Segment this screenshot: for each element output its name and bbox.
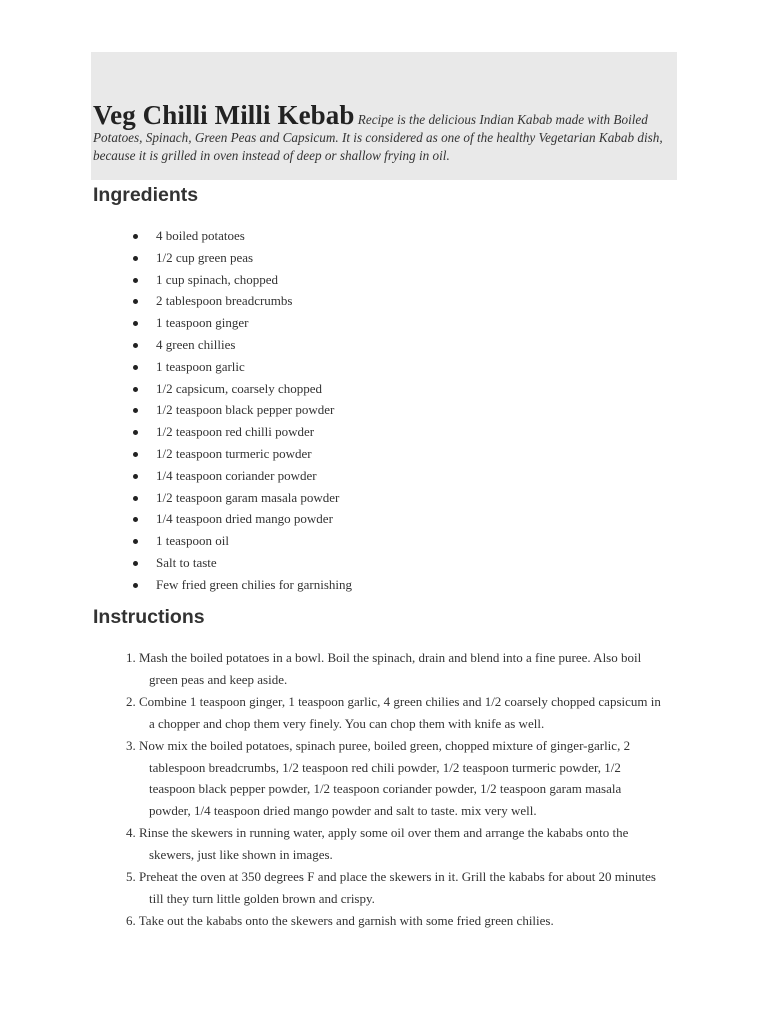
instruction-step: 1. Mash the boiled potatoes in a bowl. Boil the spinach, drain and blend into a fine puree. Also boil green peas and keep aside.: [126, 650, 642, 687]
ingredient-item: 1/2 teaspoon black pepper powder: [156, 400, 352, 422]
instruction-step: 5. Preheat the oven at 350 degrees F and place the skewers in it. Grill the kababs for about 20 minutes till they turn little golden brown and crispy.: [126, 869, 656, 906]
ingredient-item: 2 tablespoon breadcrumbs: [156, 291, 352, 313]
ingredient-item: 1/4 teaspoon dried mango powder: [156, 509, 352, 531]
ingredient-item: 1/2 capsicum, coarsely chopped: [156, 379, 352, 401]
recipe-title: Veg Chilli Milli Kebab: [93, 100, 355, 130]
instruction-step: 2. Combine 1 teaspoon ginger, 1 teaspoon garlic, 4 green chilies and 1/2 coarsely chopped capsicum in a chopper and chop them very finely. You can chop them with knife as well.: [126, 693, 661, 731]
ingredient-item: 1 teaspoon oil: [156, 531, 352, 553]
instruction-step: 4. Rinse the skewers in running water, apply some oil over them and arrange the kababs onto the skewers, just like shown in images.: [126, 825, 629, 863]
ingredients-heading: Ingredients: [93, 184, 199, 206]
ingredient-item: 1/2 teaspoon red chilli powder: [156, 422, 352, 444]
instructions-heading: Instructions: [93, 606, 205, 628]
instructions-list: [126, 647, 666, 932]
ingredient-item: Few fried green chilies for garnishing: [156, 575, 352, 597]
ingredient-item: Salt to taste: [156, 553, 352, 575]
ingredient-item: 1 teaspoon ginger: [156, 313, 352, 335]
ingredient-item: 1/2 teaspoon turmeric powder: [156, 444, 352, 466]
instruction-step: 3. Now mix the boiled potatoes, spinach puree, boiled green, chopped mixture of ginger-garlic, 2 tablespoon breadcrumbs, 1/2 teaspoon red chili powder, 1/2 teaspoon turmeric powder, 1/2 teaspoon black pepper powder, 1/2 teaspoon coriander powder, 1/2 teaspoon garam masala powder, 1/4 teaspoon dried mango powder and salt to taste. mix very well.: [126, 737, 631, 819]
ingredient-item: 1/2 cup green peas: [156, 248, 352, 270]
ingredient-item: 4 green chillies: [156, 335, 352, 357]
instruction-step: 6. Take out the kababs onto the skewers and garnish with some fried green chilies.: [126, 912, 554, 928]
ingredient-item: 1/4 teaspoon coriander powder: [156, 466, 352, 488]
intro-box: [91, 52, 677, 180]
ingredient-item: 4 boiled potatoes: [156, 226, 352, 248]
intro-description: Recipe is the delicious Indian Kabab made with Boiled Potatoes, Spinach, Green Peas and Capsicum. It is considered as one of the healthy Vegetarian Kabab dish, because it is grilled in oven instead of deep or shallow frying in oil.: [93, 112, 663, 163]
intro-paragraph: [93, 100, 675, 165]
ingredient-item: 1 teaspoon garlic: [156, 357, 352, 379]
ingredient-item: 1/2 teaspoon garam masala powder: [156, 488, 352, 510]
ingredients-list: [156, 226, 352, 597]
ingredient-item: 1 cup spinach, chopped: [156, 270, 352, 292]
